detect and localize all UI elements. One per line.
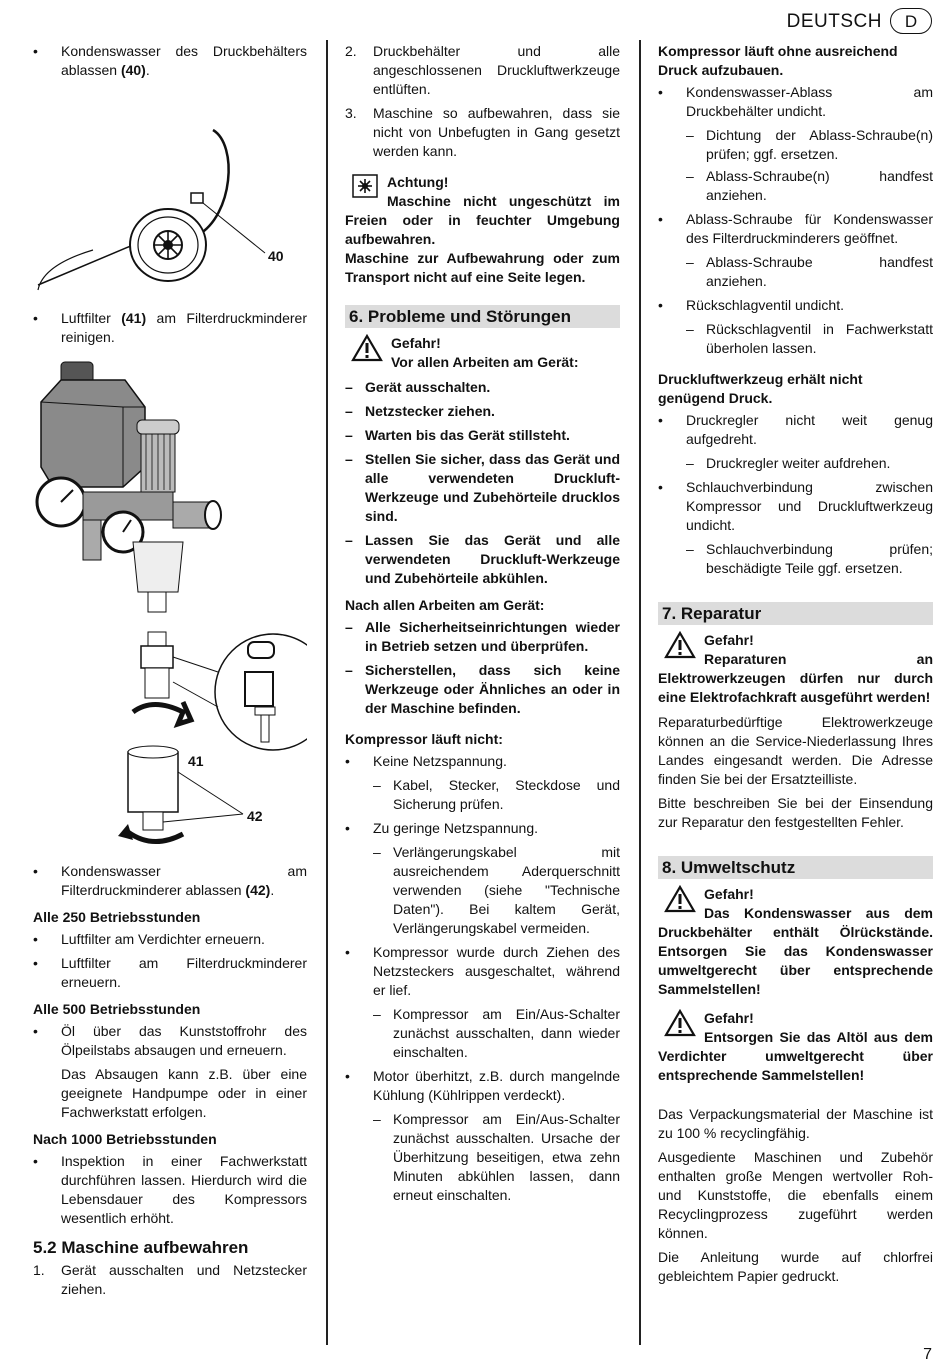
language-code-badge: D <box>890 8 932 34</box>
list-item: 3. Maschine so aufbewahren, dass sie nicht von Unbefugten in Gang gesetzt werden kann. <box>345 105 620 159</box>
list-item: • Druckregler nicht weit genug aufgedreht. <box>658 412 933 447</box>
list-item: 1. Gerät ausschalten und Netzstecker ziehen. <box>33 1262 307 1297</box>
list-item: • Kompressor wurde durch Ziehen des Netzsteckers ausgeschaltet, während er lief. <box>345 944 620 998</box>
list-item: – Stellen Sie sicher, dass das Gerät und alle verwendeten Druckluft-Werkzeuge und Zubehörteile drucklos sind. <box>345 451 620 524</box>
list-item: • Motor überhitzt, z.B. durch mangelnde Kühlung (Kühlrippen verdeckt). <box>345 1068 620 1103</box>
section-7-title: 7. Reparatur <box>658 602 933 625</box>
figure-tank-drain <box>33 85 307 295</box>
paragraph: Reparaturbedürftige Elektrowerkzeuge können an die Service-Niederlassung Ihres Landes eingesandt werden. Die Adresse finden Sie bei der Ersatzteilliste. <box>658 714 933 787</box>
paragraph: Bitte beschreiben Sie bei der Einsendung zur Reparatur den festgestellten Fehler. <box>658 795 933 830</box>
list-subitem: – Kabel, Stecker, Steckdose und Sicherung prüfen. <box>373 777 620 812</box>
list-item: 2. Druckbehälter und alle angeschlossenen Druckluftwerkzeuge entlüften. <box>345 43 620 97</box>
list-item: • Kondenswasser-Ablass am Druckbehälter undicht. <box>658 84 933 119</box>
list-item: • Rückschlagventil undicht. <box>658 297 844 313</box>
caution-icon <box>351 173 379 204</box>
list-item: – Gerät ausschalten. <box>345 379 491 395</box>
filter-regulator-illustration <box>33 352 307 862</box>
column-divider-2 <box>639 40 641 1345</box>
list-item: – Warten bis das Gerät stillsteht. <box>345 427 570 443</box>
list-item: • Ablass-Schraube für Kondenswasser des Filterdruckminderers geöffnet. <box>658 211 933 246</box>
section-5-2-title: 5.2 Maschine aufbewahren <box>33 1238 249 1257</box>
danger-box: Gefahr! Vor allen Arbeiten am Gerät: <box>345 334 620 372</box>
list-subitem: – Kompressor am Ein/Aus-Schalter zunächst ausschalten. Ursache der Überhitzung beseitigen, etwa zehn Minuten abkühlen lassen, dann erneut einschalten. <box>373 1111 620 1203</box>
language-label: DEUTSCH <box>786 10 882 32</box>
list-item: • Kondenswasser des Druckbehälters ablassen (40). <box>33 43 307 78</box>
list-item: • Luftfilter (41) am Filterdruckminderer reinigen. <box>33 310 307 345</box>
danger-box: Gefahr! Das Kondenswasser aus dem Druckbehälter enthält Ölrückstände. Entsorgen Sie das Kondenswasser umweltgerecht über entsprechende Sammelstellen! <box>658 886 933 997</box>
caution-box: Achtung! Maschine nicht ungeschützt im Freien oder in feuchter Umgebung aufbewahren. Maschine zur Aufbewahrung oder zum Transport nicht auf eine Seite legen. <box>345 174 620 285</box>
callout-42: 42 <box>247 808 263 824</box>
heading-after-work: Nach allen Arbeiten am Gerät: <box>345 597 545 613</box>
column-2 <box>345 42 620 1208</box>
list-subitem: – Schlauchverbindung prüfen; beschädigte Teile ggf. ersetzen. <box>686 541 933 576</box>
heading-tool-low-pressure: Druckluftwerkzeug erhält nicht genügend Druck. <box>658 371 863 406</box>
heading-500-hours: Alle 500 Betriebsstunden <box>33 1001 201 1017</box>
list-item: – Alle Sicherheitseinrichtungen wieder in Betrieb setzen und überprüfen. <box>345 619 620 654</box>
tank-wheel-illustration <box>33 85 307 295</box>
list-item: • Inspektion in einer Fachwerkstatt durchführen lassen. Hierdurch wird die Lebensdauer des Kompressors wesentlich erhöht. <box>33 1153 307 1226</box>
figure-filter-regulator <box>33 352 307 862</box>
heading-insufficient-pressure: Kompressor läuft ohne ausreichend Druck aufzubauen. <box>658 43 898 78</box>
paragraph: Die Anleitung wurde auf chlorfrei gebleichtem Papier gedruckt. <box>658 1249 933 1284</box>
warning-triangle-icon <box>664 631 696 664</box>
page-number: 7 <box>923 1346 932 1363</box>
danger-box: Gefahr! Reparaturen an Elektrowerkzeugen dürfen nur durch eine Elektrofachkraft ausgeführt werden! <box>658 632 933 705</box>
callout-41: 41 <box>188 753 204 769</box>
list-subitem: – Ablass-Schraube handfest anziehen. <box>686 254 933 289</box>
list-item: • Kondenswasser am Filterdruckminderer ablassen (42). <box>33 863 307 898</box>
column-divider-1 <box>326 40 328 1345</box>
paragraph: Ausgediente Maschinen und Zubehör enthalten große Mengen wertvoller Roh- und Kunststoffe, die ebenfalls einem Recyclingprozess zugeführt werden können. <box>658 1149 933 1241</box>
list-subitem: – Rückschlagventil in Fachwerkstatt überholen lassen. <box>686 321 933 356</box>
paragraph: Das Absaugen kann z.B. über eine geeignete Handpumpe oder in einer Fachwerkstatt erfolgen. <box>61 1066 307 1120</box>
warning-triangle-icon <box>664 1009 696 1042</box>
list-subitem: – Verlängerungskabel mit ausreichendem Aderquerschnitt verwenden (siehe "Technische Daten"). Bei kaltem Gerät, Verlängerungskabel vermeiden. <box>373 844 620 936</box>
danger-box: Gefahr! Entsorgen Sie das Altöl aus dem Verdichter umweltgerecht über entsprechende Sammelstellen! <box>658 1010 933 1083</box>
column-3 <box>658 42 933 1291</box>
page-header <box>787 8 932 34</box>
list-subitem: – Kompressor am Ein/Aus-Schalter zunächst ausschalten, dann wieder einschalten. <box>373 1006 620 1060</box>
list-item: – Netzstecker ziehen. <box>345 403 495 419</box>
list-item: – Sicherstellen, dass sich keine Werkzeuge oder Ähnliches an oder in der Maschine befinden. <box>345 662 620 716</box>
warning-triangle-icon <box>664 885 696 918</box>
callout-40: 40 <box>268 248 284 264</box>
list-item: • Luftfilter am Verdichter erneuern. <box>33 931 265 947</box>
heading-1000-hours: Nach 1000 Betriebsstunden <box>33 1131 217 1147</box>
list-subitem: – Ablass-Schraube(n) handfest anziehen. <box>686 168 933 203</box>
list-item: • Zu geringe Netzspannung. <box>345 820 538 836</box>
list-subitem: – Druckregler weiter aufdrehen. <box>686 455 891 471</box>
list-item: • Keine Netzspannung. <box>345 753 507 769</box>
column-1 <box>33 42 307 1304</box>
warning-triangle-icon <box>351 334 383 367</box>
heading-250-hours: Alle 250 Betriebsstunden <box>33 909 201 925</box>
list-item: • Schlauchverbindung zwischen Kompressor und Druckluftwerkzeug undicht. <box>658 479 933 533</box>
list-item: – Lassen Sie das Gerät und alle verwendeten Druckluft-Werkzeuge und Zubehörteile abkühlen. <box>345 532 620 586</box>
list-item: • Öl über das Kunststoffrohr des Ölpeilstabs absaugen und erneuern. <box>33 1023 307 1058</box>
section-8-title: 8. Umweltschutz <box>658 856 933 879</box>
list-item: • Luftfilter am Filterdruckminderer erneuern. <box>33 955 307 990</box>
list-subitem: – Dichtung der Ablass-Schraube(n) prüfen; ggf. ersetzen. <box>686 127 933 162</box>
section-6-title: 6. Probleme und Störungen <box>345 305 620 328</box>
paragraph: Das Verpackungsmaterial der Maschine ist zu 100 % recyclingfähig. <box>658 1106 933 1141</box>
heading-compressor-not-running: Kompressor läuft nicht: <box>345 731 503 747</box>
